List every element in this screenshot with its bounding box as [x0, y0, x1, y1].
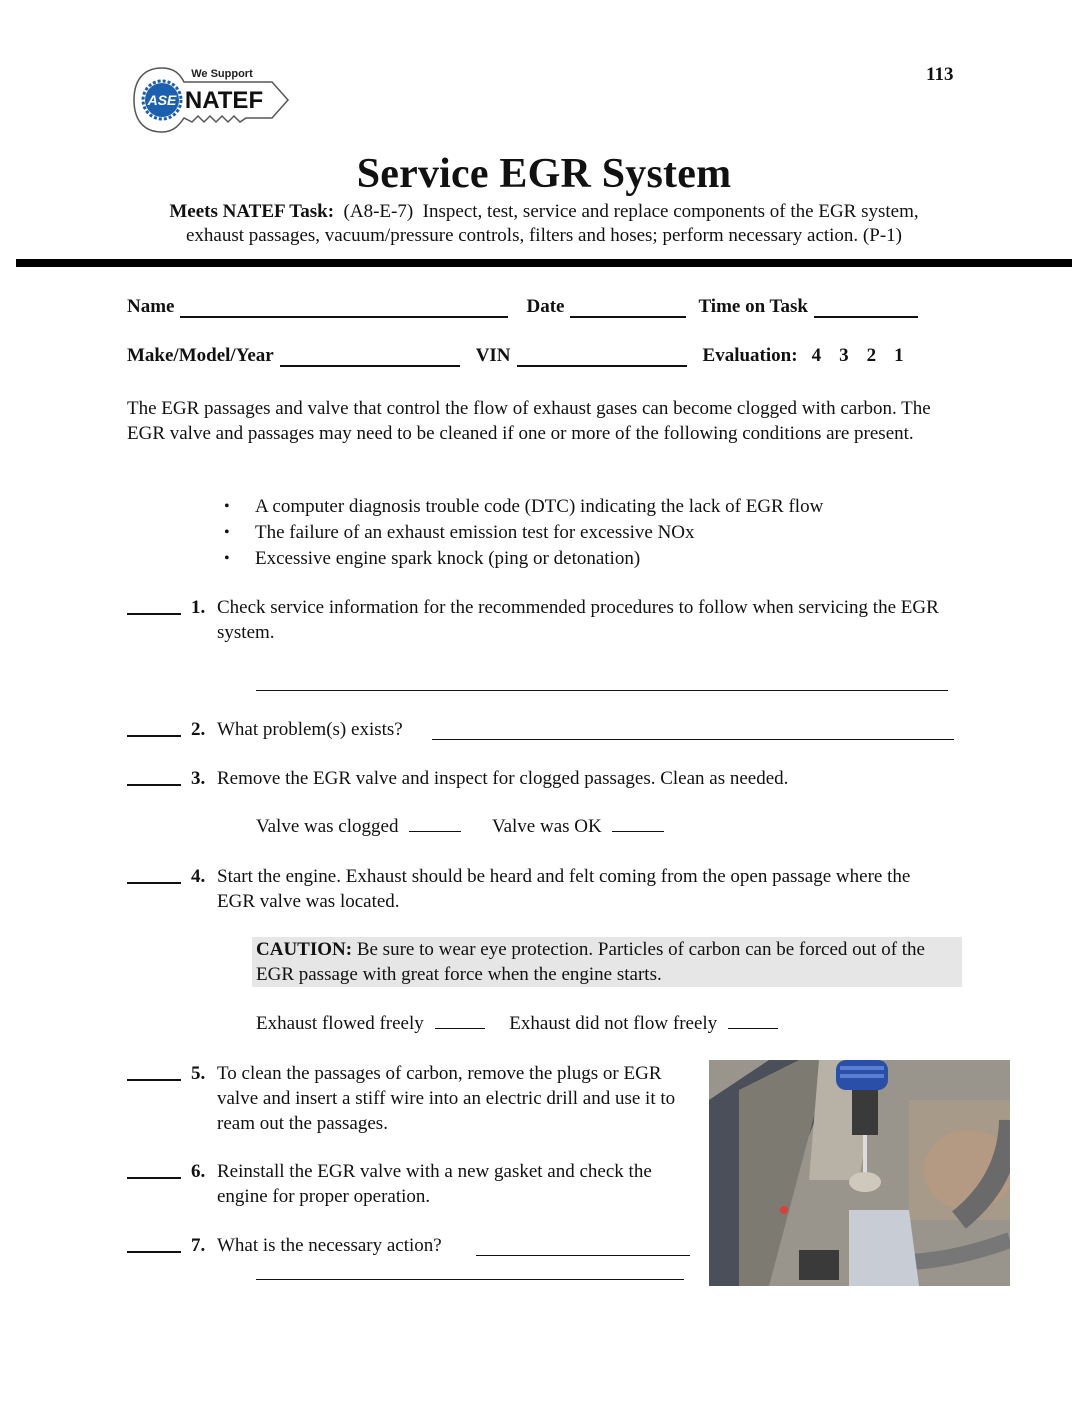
- step-1-checkbox-line[interactable]: [127, 595, 181, 615]
- task-line1: Inspect, test, service and replace components of the EGR system,: [422, 201, 919, 222]
- evaluation-score-1[interactable]: 1: [894, 345, 904, 366]
- bullet-icon: •: [224, 550, 230, 567]
- step-2-answer-line[interactable]: [432, 739, 954, 740]
- evaluation-score-3[interactable]: 3: [839, 345, 849, 366]
- step-4: [127, 864, 927, 914]
- step-2-checkbox-line[interactable]: [127, 717, 181, 737]
- valve-clogged-label: Valve was clogged: [256, 816, 399, 837]
- vehicle-info-row: [127, 345, 904, 367]
- task-code: (A8-E-7): [343, 201, 414, 222]
- valve-clogged-field[interactable]: [409, 815, 461, 832]
- evaluation-score-4[interactable]: 4: [811, 345, 822, 366]
- task-line2: exhaust passages, vacuum/pressure controls, filters and hoses; perform necessary action. (P-1): [186, 225, 902, 246]
- step-3: [127, 766, 957, 791]
- time-on-task-label: Time on Task: [698, 296, 808, 317]
- make-model-year-label: Make/Model/Year: [127, 345, 274, 366]
- exhaust-not-flowed-label: Exhaust did not flow freely: [509, 1013, 718, 1034]
- step-text: Reinstall the EGR valve with a new gasket and check the engine for proper operation.: [217, 1161, 652, 1207]
- key-logo-icon: [132, 60, 292, 140]
- step-text: Remove the EGR valve and inspect for clogged passages. Clean as needed.: [217, 768, 789, 789]
- svg-text:We Support: We Support: [191, 68, 253, 80]
- valve-ok-field[interactable]: [612, 815, 664, 832]
- condition-item: • A computer diagnosis trouble code (DTC) indicating the lack of EGR flow: [222, 494, 823, 520]
- make-model-year-field[interactable]: [280, 347, 460, 367]
- name-label: Name: [127, 296, 175, 317]
- step-7-checkbox-line[interactable]: [127, 1233, 181, 1253]
- page-number: 113: [926, 64, 954, 85]
- svg-text:ASE: ASE: [147, 92, 177, 108]
- caution-label: CAUTION:: [256, 939, 353, 960]
- date-field[interactable]: [570, 298, 686, 318]
- conditions-list: [222, 494, 823, 572]
- caution-text: Be sure to wear eye protection. Particles of carbon can be forced out of the EGR passage with great force when the engine starts.: [256, 939, 925, 985]
- step-7-answer-line-2[interactable]: [256, 1279, 684, 1280]
- vin-label: VIN: [475, 345, 511, 366]
- student-info-row: [127, 296, 918, 318]
- task-label: Meets NATEF Task:: [169, 201, 335, 222]
- step-3-checkbox-line[interactable]: [127, 766, 181, 786]
- page-title: Service EGR System: [356, 151, 732, 197]
- natef-task: [100, 200, 988, 248]
- step-number: 7.: [191, 1235, 206, 1256]
- valve-ok-label: Valve was OK: [491, 816, 602, 837]
- step-4-options: [256, 1012, 778, 1035]
- vin-field[interactable]: [517, 347, 687, 367]
- evaluation-label: Evaluation:: [702, 345, 798, 366]
- step-number: 1.: [191, 597, 206, 618]
- svg-text:NATEF: NATEF: [184, 87, 264, 114]
- step-text: Check service information for the recommended procedures to follow when servicing the EGR system.: [217, 597, 939, 643]
- step-number: 3.: [191, 768, 206, 789]
- step-1-answer-line[interactable]: [256, 690, 948, 691]
- step-text: What is the necessary action?: [217, 1235, 442, 1256]
- caution-box: [252, 937, 962, 987]
- step-number: 6.: [191, 1161, 206, 1182]
- step-5: [127, 1061, 687, 1136]
- exhaust-flowed-label: Exhaust flowed freely: [256, 1013, 424, 1034]
- step-text: What problem(s) exists?: [217, 719, 403, 740]
- engine-photo-icon: [709, 1060, 1010, 1286]
- step-number: 2.: [191, 719, 206, 740]
- step-4-checkbox-line[interactable]: [127, 864, 181, 884]
- exhaust-flowed-field[interactable]: [435, 1012, 485, 1029]
- step-number: 4.: [191, 866, 206, 887]
- step-5-checkbox-line[interactable]: [127, 1061, 181, 1081]
- step-7-answer-line-1[interactable]: [476, 1255, 690, 1256]
- bullet-icon: •: [224, 524, 230, 541]
- name-field[interactable]: [180, 298, 508, 318]
- condition-item: • Excessive engine spark knock (ping or detonation): [222, 546, 823, 572]
- bullet-icon: •: [224, 498, 230, 515]
- step-1: [127, 595, 957, 645]
- step-6-checkbox-line[interactable]: [127, 1159, 181, 1179]
- step-number: 5.: [191, 1063, 206, 1084]
- intro-paragraph: The EGR passages and valve that control the flow of exhaust gases can become clogged with carbon. The EGR valve and passages may need to be cleaned if one or more of the following conditions are present.: [127, 398, 931, 444]
- step-3-options: [256, 815, 664, 838]
- header-divider: [16, 259, 1072, 267]
- step-text: Start the engine. Exhaust should be heard and felt coming from the open passage where the EGR valve was located.: [217, 866, 911, 912]
- date-label: Date: [526, 296, 565, 317]
- exhaust-not-flowed-field[interactable]: [728, 1012, 778, 1029]
- evaluation-score-2[interactable]: 2: [866, 345, 877, 366]
- condition-item: • The failure of an exhaust emission test for excessive NOx: [222, 520, 823, 546]
- natef-logo: [132, 60, 292, 140]
- step-6: [127, 1159, 687, 1209]
- step-text: To clean the passages of carbon, remove the plugs or EGR valve and insert a stiff wire into an electric drill and use it to ream out the passages.: [217, 1063, 676, 1134]
- egr-cleaning-photo: [709, 1060, 1010, 1286]
- time-on-task-field[interactable]: [814, 298, 918, 318]
